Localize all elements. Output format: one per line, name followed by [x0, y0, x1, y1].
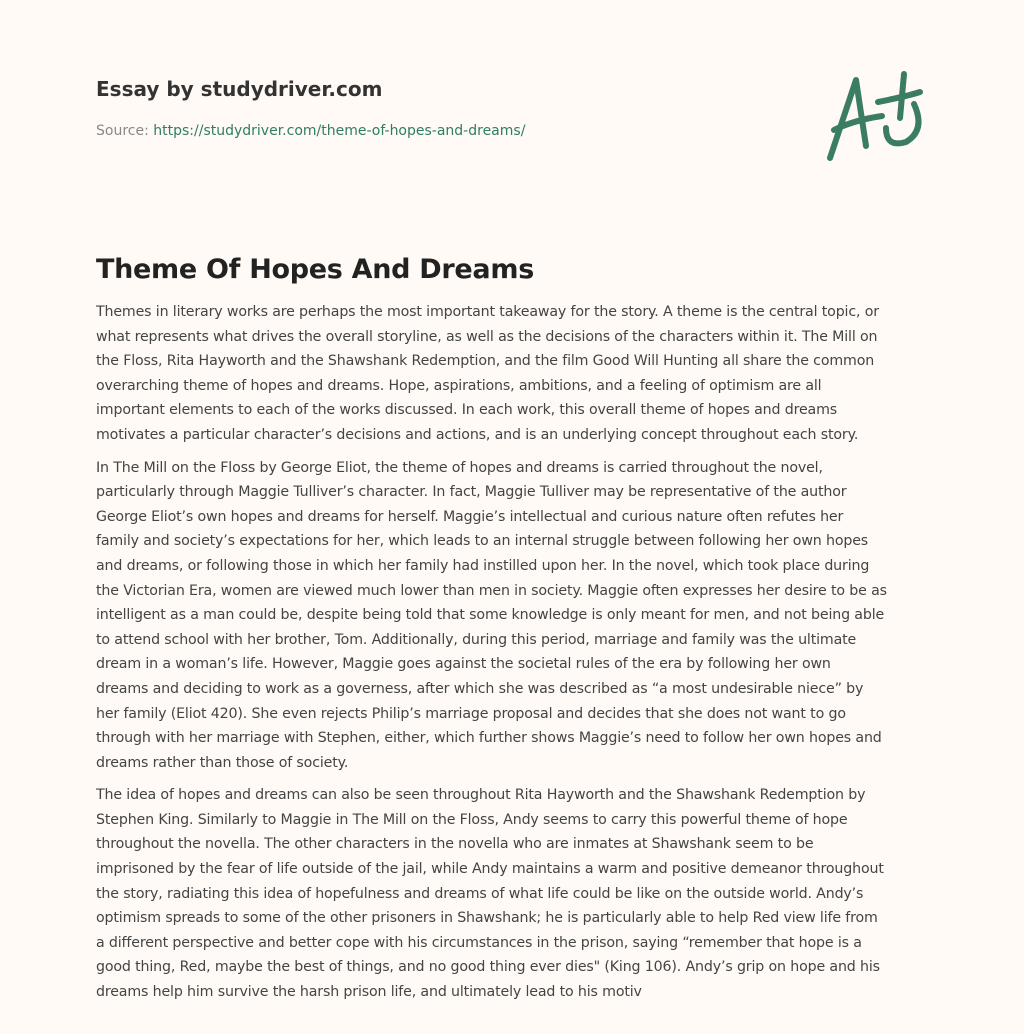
paragraph-line: Stephen King. Similarly to Maggie in The Mill on the Floss, Andy seems to carry this powerful theme of hope — [96, 811, 848, 828]
paragraph-line: dreams rather than those of society. — [96, 754, 349, 771]
paragraph-line: overarching theme of hopes and dreams. Hope, aspirations, ambitions, and a feeling of optimism are all — [96, 377, 822, 394]
source-line — [96, 123, 525, 139]
paragraph-line: through with her marriage with Stephen, either, which further shows Maggie’s need to follow her own hopes and — [96, 730, 882, 747]
paragraph-line: her family (Eliot 420). She even rejects Philip’s marriage proposal and decides that she does not want to go — [96, 705, 846, 722]
paragraph-line: throughout the novella. The other characters in the novella who are inmates at Shawshank seem to be — [96, 836, 814, 853]
paragraph-line: The idea of hopes and dreams can also be seen throughout Rita Hayworth and the Shawshank Redemption by — [96, 787, 866, 804]
paragraph-line: George Eliot’s own hopes and dreams for herself. Maggie’s intellectual and curious nature often refutes her — [96, 508, 844, 525]
paragraph-line: dreams and deciding to work as a governess, after which she was described as “a most undesirable niece” by — [96, 680, 864, 697]
paragraph-line: dreams help him survive the harsh prison life, and ultimately lead to his motiv — [96, 984, 642, 1001]
paragraph-line: the Floss, Rita Hayworth and the Shawshank Redemption, and the film Good Will Hunting all share the common — [96, 353, 875, 370]
paragraph-line: Themes in literary works are perhaps the most important takeaway for the story. A theme is the central topic, or — [96, 304, 879, 320]
paragraph-line: dream in a woman’s life. However, Maggie goes against the societal rules of the era by following her own — [96, 656, 831, 673]
paragraph-line: particularly through Maggie Tulliver’s character. In fact, Maggie Tulliver may be representative of the author — [96, 484, 847, 501]
paragraph-line: a different perspective and better cope with his circumstances in the prison, saying “remember that hope is a — [96, 934, 862, 951]
paragraph-2 — [96, 456, 936, 776]
paragraph-line: the Victorian Era, women are viewed much lower than men in society. Maggie often expresses her desire to be as — [96, 582, 887, 599]
paragraph-line: and dreams, or following those in which her family had instilled upon her. In the novel, which took place during — [96, 557, 870, 574]
source-link[interactable]: https://studydriver.com/theme-of-hopes-and-dreams/ — [153, 123, 526, 139]
paragraph-line: good thing, Red, maybe the best of things, and no good thing ever dies" (King 106). Andy’s grip on hope and his — [96, 959, 880, 976]
paragraph-line: to attend school with her brother, Tom. Additionally, during this period, marriage and family was the ultimate — [96, 631, 857, 648]
paragraph-line: family and society’s expectations for her, which leads to an internal struggle between following her own hopes — [96, 533, 869, 550]
paragraph-line: intelligent as a man could be, despite being told that some knowledge is only meant for men, and not being able — [96, 607, 885, 624]
paragraph-line: important elements to each of the works discussed. In each work, this overall theme of hopes and dreams — [96, 402, 837, 419]
paragraph-line: imprisoned by the fear of life outside of the jail, while Andy maintains a warm and positive demeanor throughout — [96, 861, 884, 878]
paragraph-line: the story, radiating this idea of hopefulness and dreams of what life could be like on the outside world. Andy’s — [96, 885, 864, 902]
paragraph-line: what represents what drives the overall storyline, as well as the decisions of the characters within it. The Mill on — [96, 328, 878, 345]
essay-title: Theme Of Hopes And Dreams — [96, 254, 534, 285]
site-title: Essay by studydriver.com — [96, 77, 383, 101]
paragraph-3 — [96, 783, 936, 1004]
paragraph-line: optimism spreads to some of the other prisoners in Shawshank; he is particularly able to help Red view life from — [96, 910, 878, 927]
essay-body — [96, 300, 936, 1013]
paragraph-line: In The Mill on the Floss by George Eliot, the theme of hopes and dreams is carried throughout the novel, — [96, 459, 823, 476]
paragraph-line: motivates a particular character’s decisions and actions, and is an underlying concept throughout each story. — [96, 426, 859, 443]
a-plus-logo-icon — [820, 68, 930, 168]
paragraph-1 — [96, 300, 936, 448]
source-label: Source: — [96, 123, 149, 139]
